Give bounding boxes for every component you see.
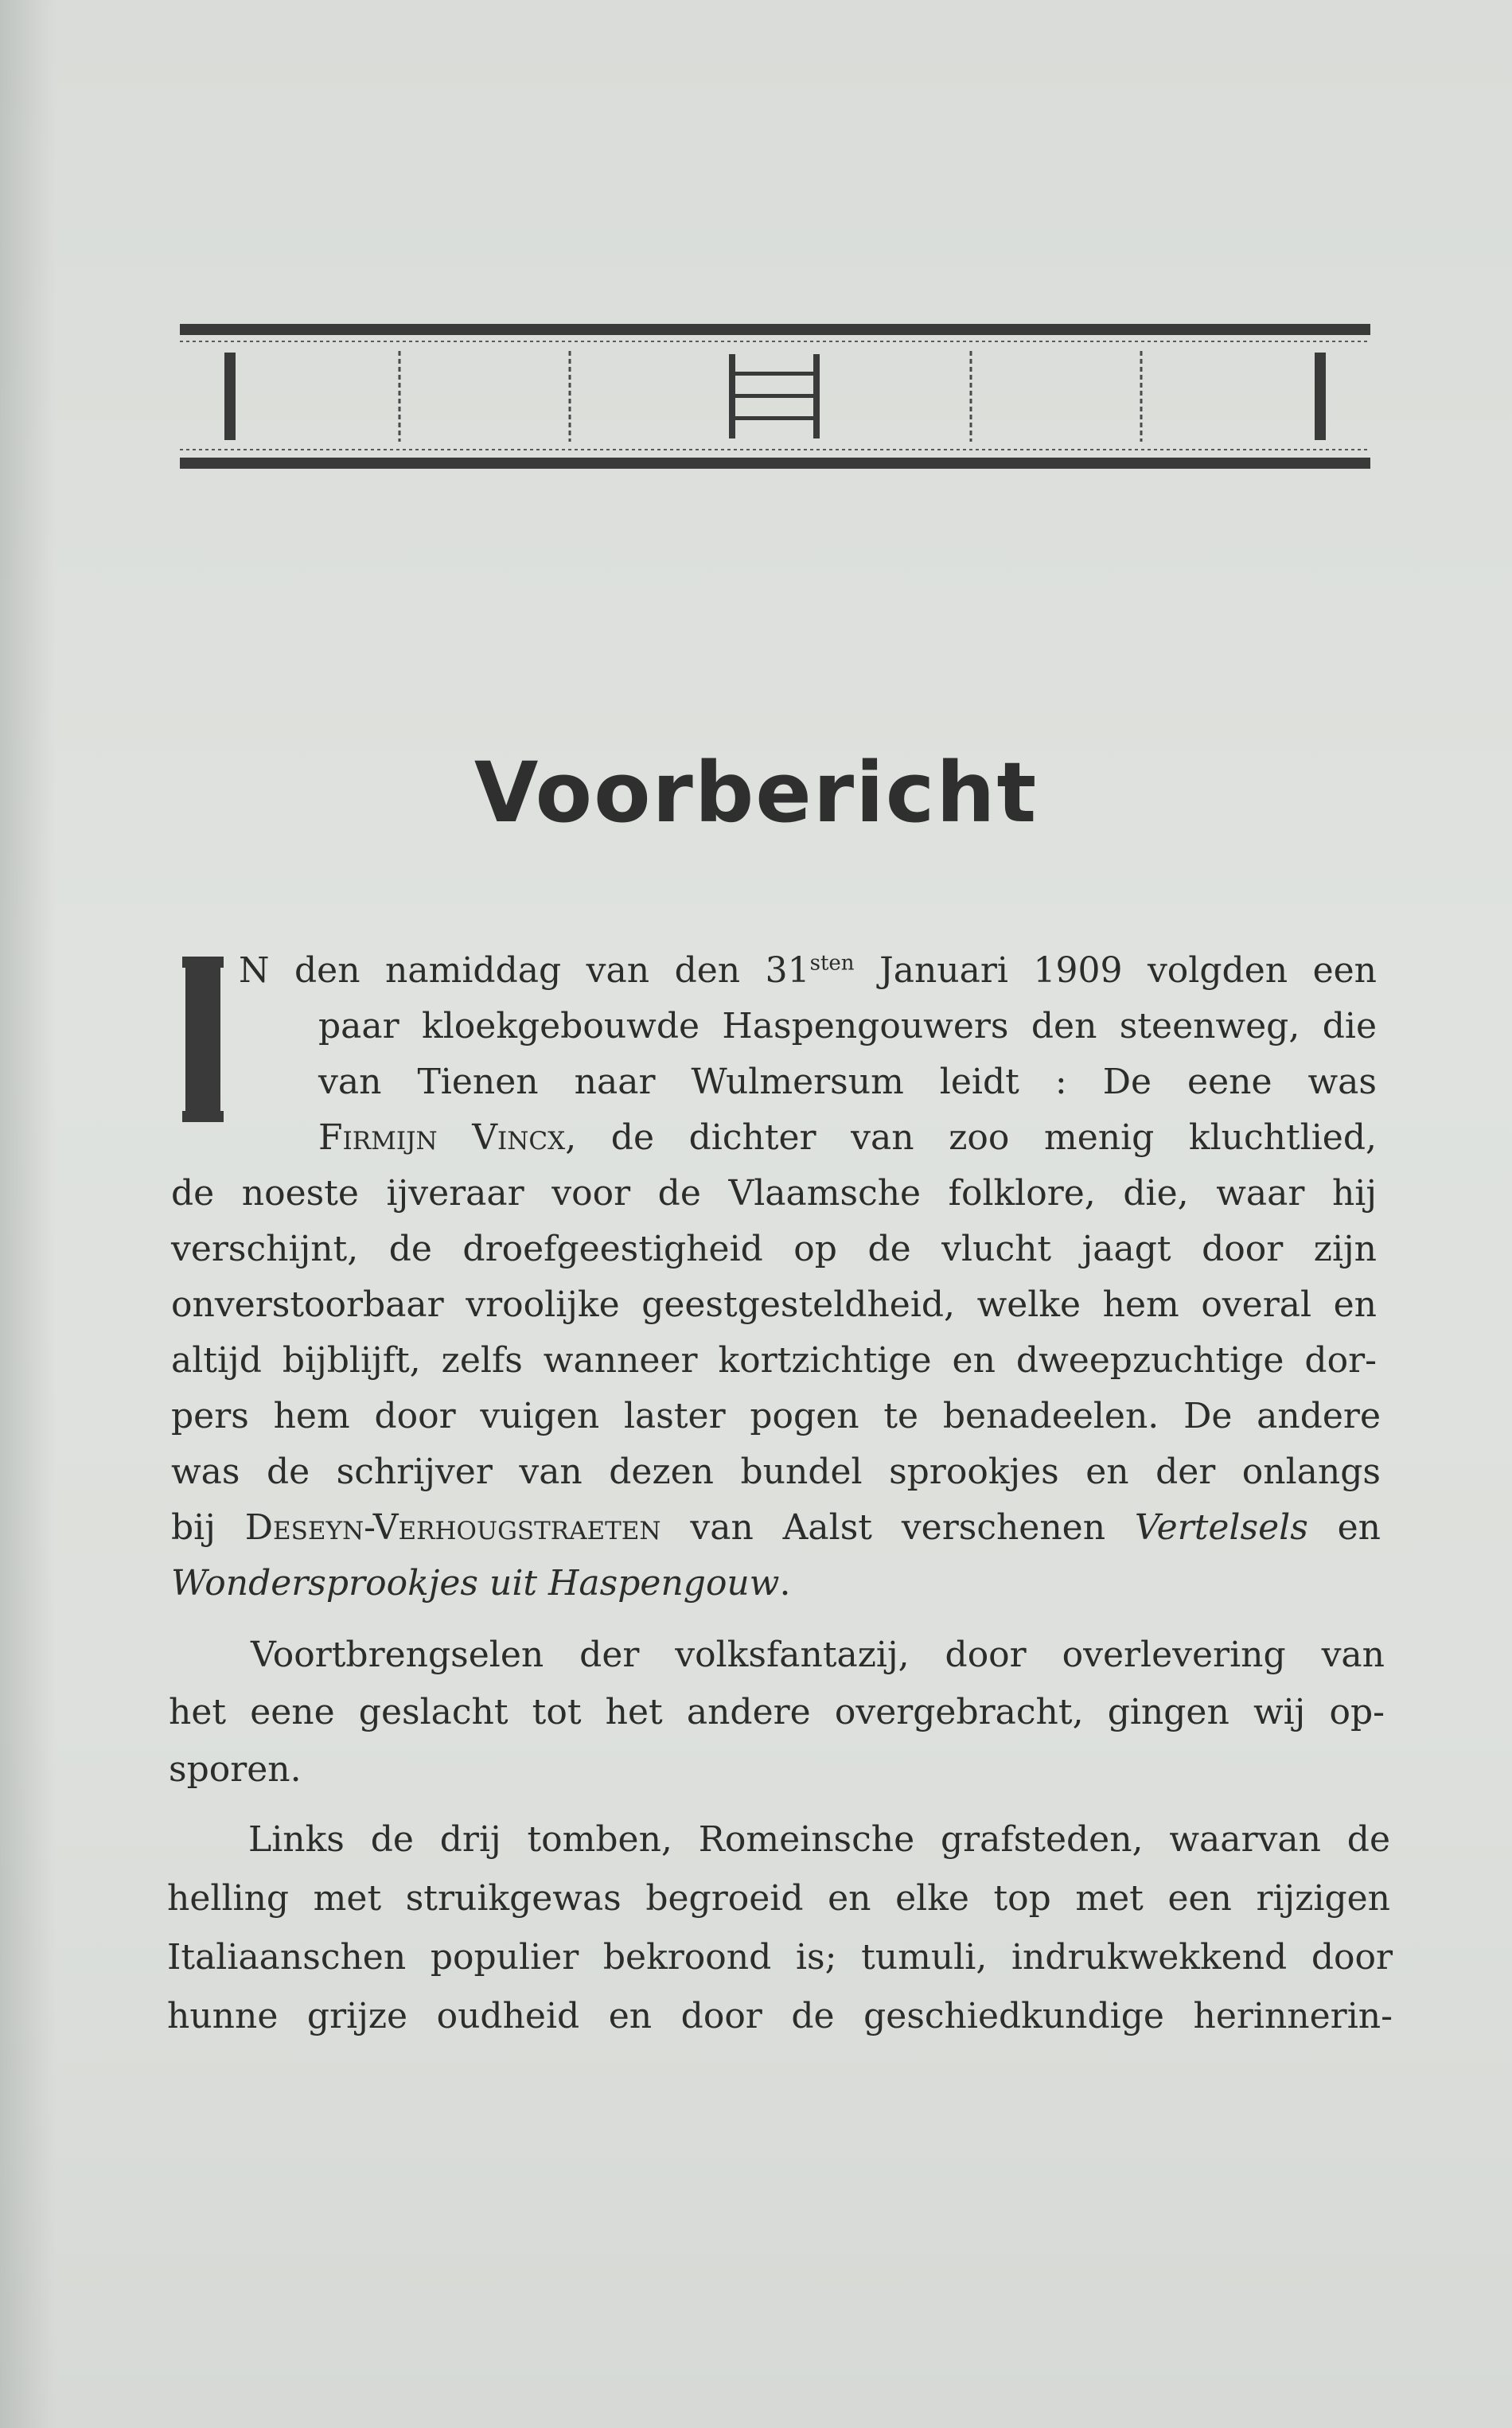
- text-line: Links de drij tomben, Romeinsche grafsteden, waarvan de: [248, 1819, 1390, 1860]
- text-line: Wondersprookjes uit Haspengouw.: [171, 1563, 791, 1604]
- text-line: van Tienen naar Wulmersum leidt : De eene was: [318, 1062, 1377, 1102]
- text-line: Italiaanschen populier bekroond is; tumuli, indrukwekkend door: [167, 1937, 1393, 1978]
- text-line: was de schrijver van dezen bundel sprookjes en der onlangs: [171, 1452, 1381, 1492]
- text-line: bij Deseyn-Verhougstraeten van Aalst verschenen Vertelsels en: [171, 1507, 1381, 1548]
- text-line: hunne grijze oudheid en door de geschiedkundige herinnerin-: [167, 1996, 1393, 2036]
- page-title: Voorbericht: [473, 744, 1039, 841]
- text-line: paar kloekgebouwde Haspengouwers den steenweg, die: [318, 1006, 1377, 1046]
- text-line: Firmijn Vincx, de dichter van zoo menig kluchtlied,: [318, 1117, 1377, 1158]
- text-line: N den namiddag van den $31^{sten}$ Januari 1909 volgden een: [239, 950, 1377, 991]
- text-line: de noeste ijveraar voor de Vlaamsche folklore, die, waar hij: [171, 1173, 1377, 1214]
- text-line: pers hem door vuigen laster pogen te benadeelen. De andere: [171, 1396, 1381, 1436]
- text-line: verschijnt, de droefgeestigheid op de vlucht jaagt door zijn: [171, 1229, 1377, 1269]
- text-line: altijd bijblijft, zelfs wanneer kortzichtige en dweepzuchtige dor-: [171, 1340, 1377, 1381]
- text-line: sporen.: [169, 1749, 302, 1790]
- text-line: helling met struikgewas begroeid en elke top met een rijzigen: [167, 1878, 1390, 1919]
- drop-cap-letter: [185, 960, 220, 1119]
- header-ornament: [180, 322, 1370, 474]
- text-line: het eene geslacht tot het andere overgebracht, gingen wij op-: [169, 1692, 1385, 1732]
- text-line: Voortbrengselen der volksfantazij, door overlevering van: [251, 1635, 1385, 1675]
- text-line: onverstoorbaar vroolijke geestgesteldheid, welke hem overal en: [171, 1284, 1377, 1325]
